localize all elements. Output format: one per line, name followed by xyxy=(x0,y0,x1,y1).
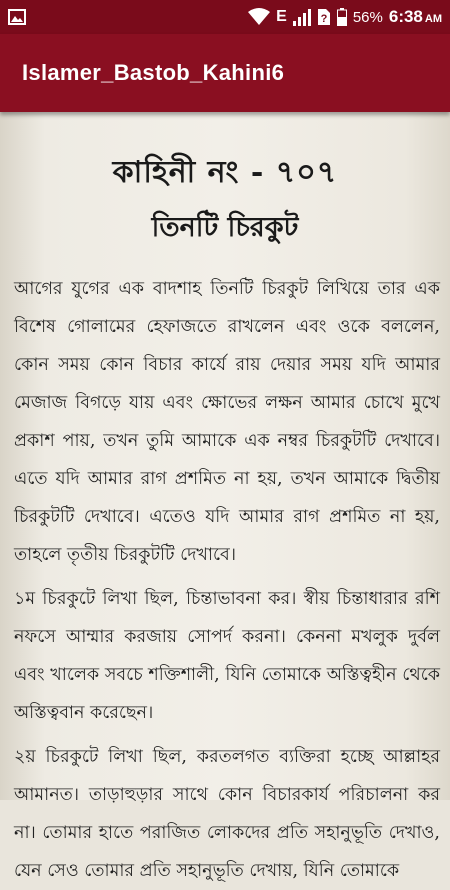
story-paragraph: ২য় চিরকুটে লিখা ছিল, করতলগত ব্যক্তিরা হচ্ছে আল্লাহর আমানত। তাড়াহুড়ার সাথে কোন বিচারকার্য পরিচালনা কর না। তোমার হাতে পরাজিত লোকদের প্রতি সহানুভূতি দেখাও, যেন সেও তোমার প্রতি সহানুভূতি দেখায়, যিনি তোমাকে xyxy=(14,747,440,881)
story-body xyxy=(14,270,440,890)
story-heading xyxy=(0,148,450,252)
wifi-icon xyxy=(248,8,270,26)
svg-text:?: ? xyxy=(320,13,328,25)
gallery-notification-icon xyxy=(8,9,26,25)
no-sim-icon xyxy=(317,8,331,26)
story-number: কাহিনী নং - ৭০৭ xyxy=(112,155,338,190)
battery-percent: 56% xyxy=(352,8,383,26)
app-bar xyxy=(0,34,450,112)
scanned-page-image[interactable] xyxy=(0,112,450,881)
network-type-label: E xyxy=(276,8,287,25)
clock xyxy=(389,7,442,27)
status-bar xyxy=(0,0,450,34)
clock-time: 6:38 xyxy=(388,7,423,26)
story-title: তিনটি চিরকুট xyxy=(151,212,299,243)
battery-icon xyxy=(337,8,347,26)
story-paragraph: ১ম চিরকুটে লিখা ছিল, চিন্তাভাবনা কর। স্বীয় চিন্তাধারার রশি নফসে আম্মার করজায় সোপর্দ করনা। কেননা মখলুক দুর্বল এবং খালেক সবচে শক্তিশালী, যিনি তোমাকে অস্তিত্বহীন থেকে অস্তিত্ববান করেছেন। xyxy=(14,589,440,723)
story-paragraph: আগের যুগের এক বাদশাহ তিনটি চিরকুট লিখিয়ে তার এক বিশেষ গোলামের হেফাজতে রাখলেন এবং ওকে বললেন, কোন সময় কোন বিচার কার্যে রায় দেয়ার সময় যদি আমার মেজাজ বিগড়ে যায় এবং ক্ষোভের লক্ষন আমার চোখে মুখে প্রকাশ পায়, তখন তুমি আমাকে এক নম্বর চিরকুটটি দেখাবে।এতে যদি আমার রাগ প্রশমিত না হয়, তখন আমাকে দ্বিতীয় চিরকুটটি দেখাবে। এতেও যদি আমার রাগ প্রশমিত না হয়, তাহলে তৃতীয় চিরকুটটি দেখাবে। xyxy=(14,279,440,565)
signal-strength-icon xyxy=(293,8,311,26)
clock-ampm: AM xyxy=(424,13,442,25)
app-title: Islamer_Bastob_Kahini6 xyxy=(22,60,285,85)
